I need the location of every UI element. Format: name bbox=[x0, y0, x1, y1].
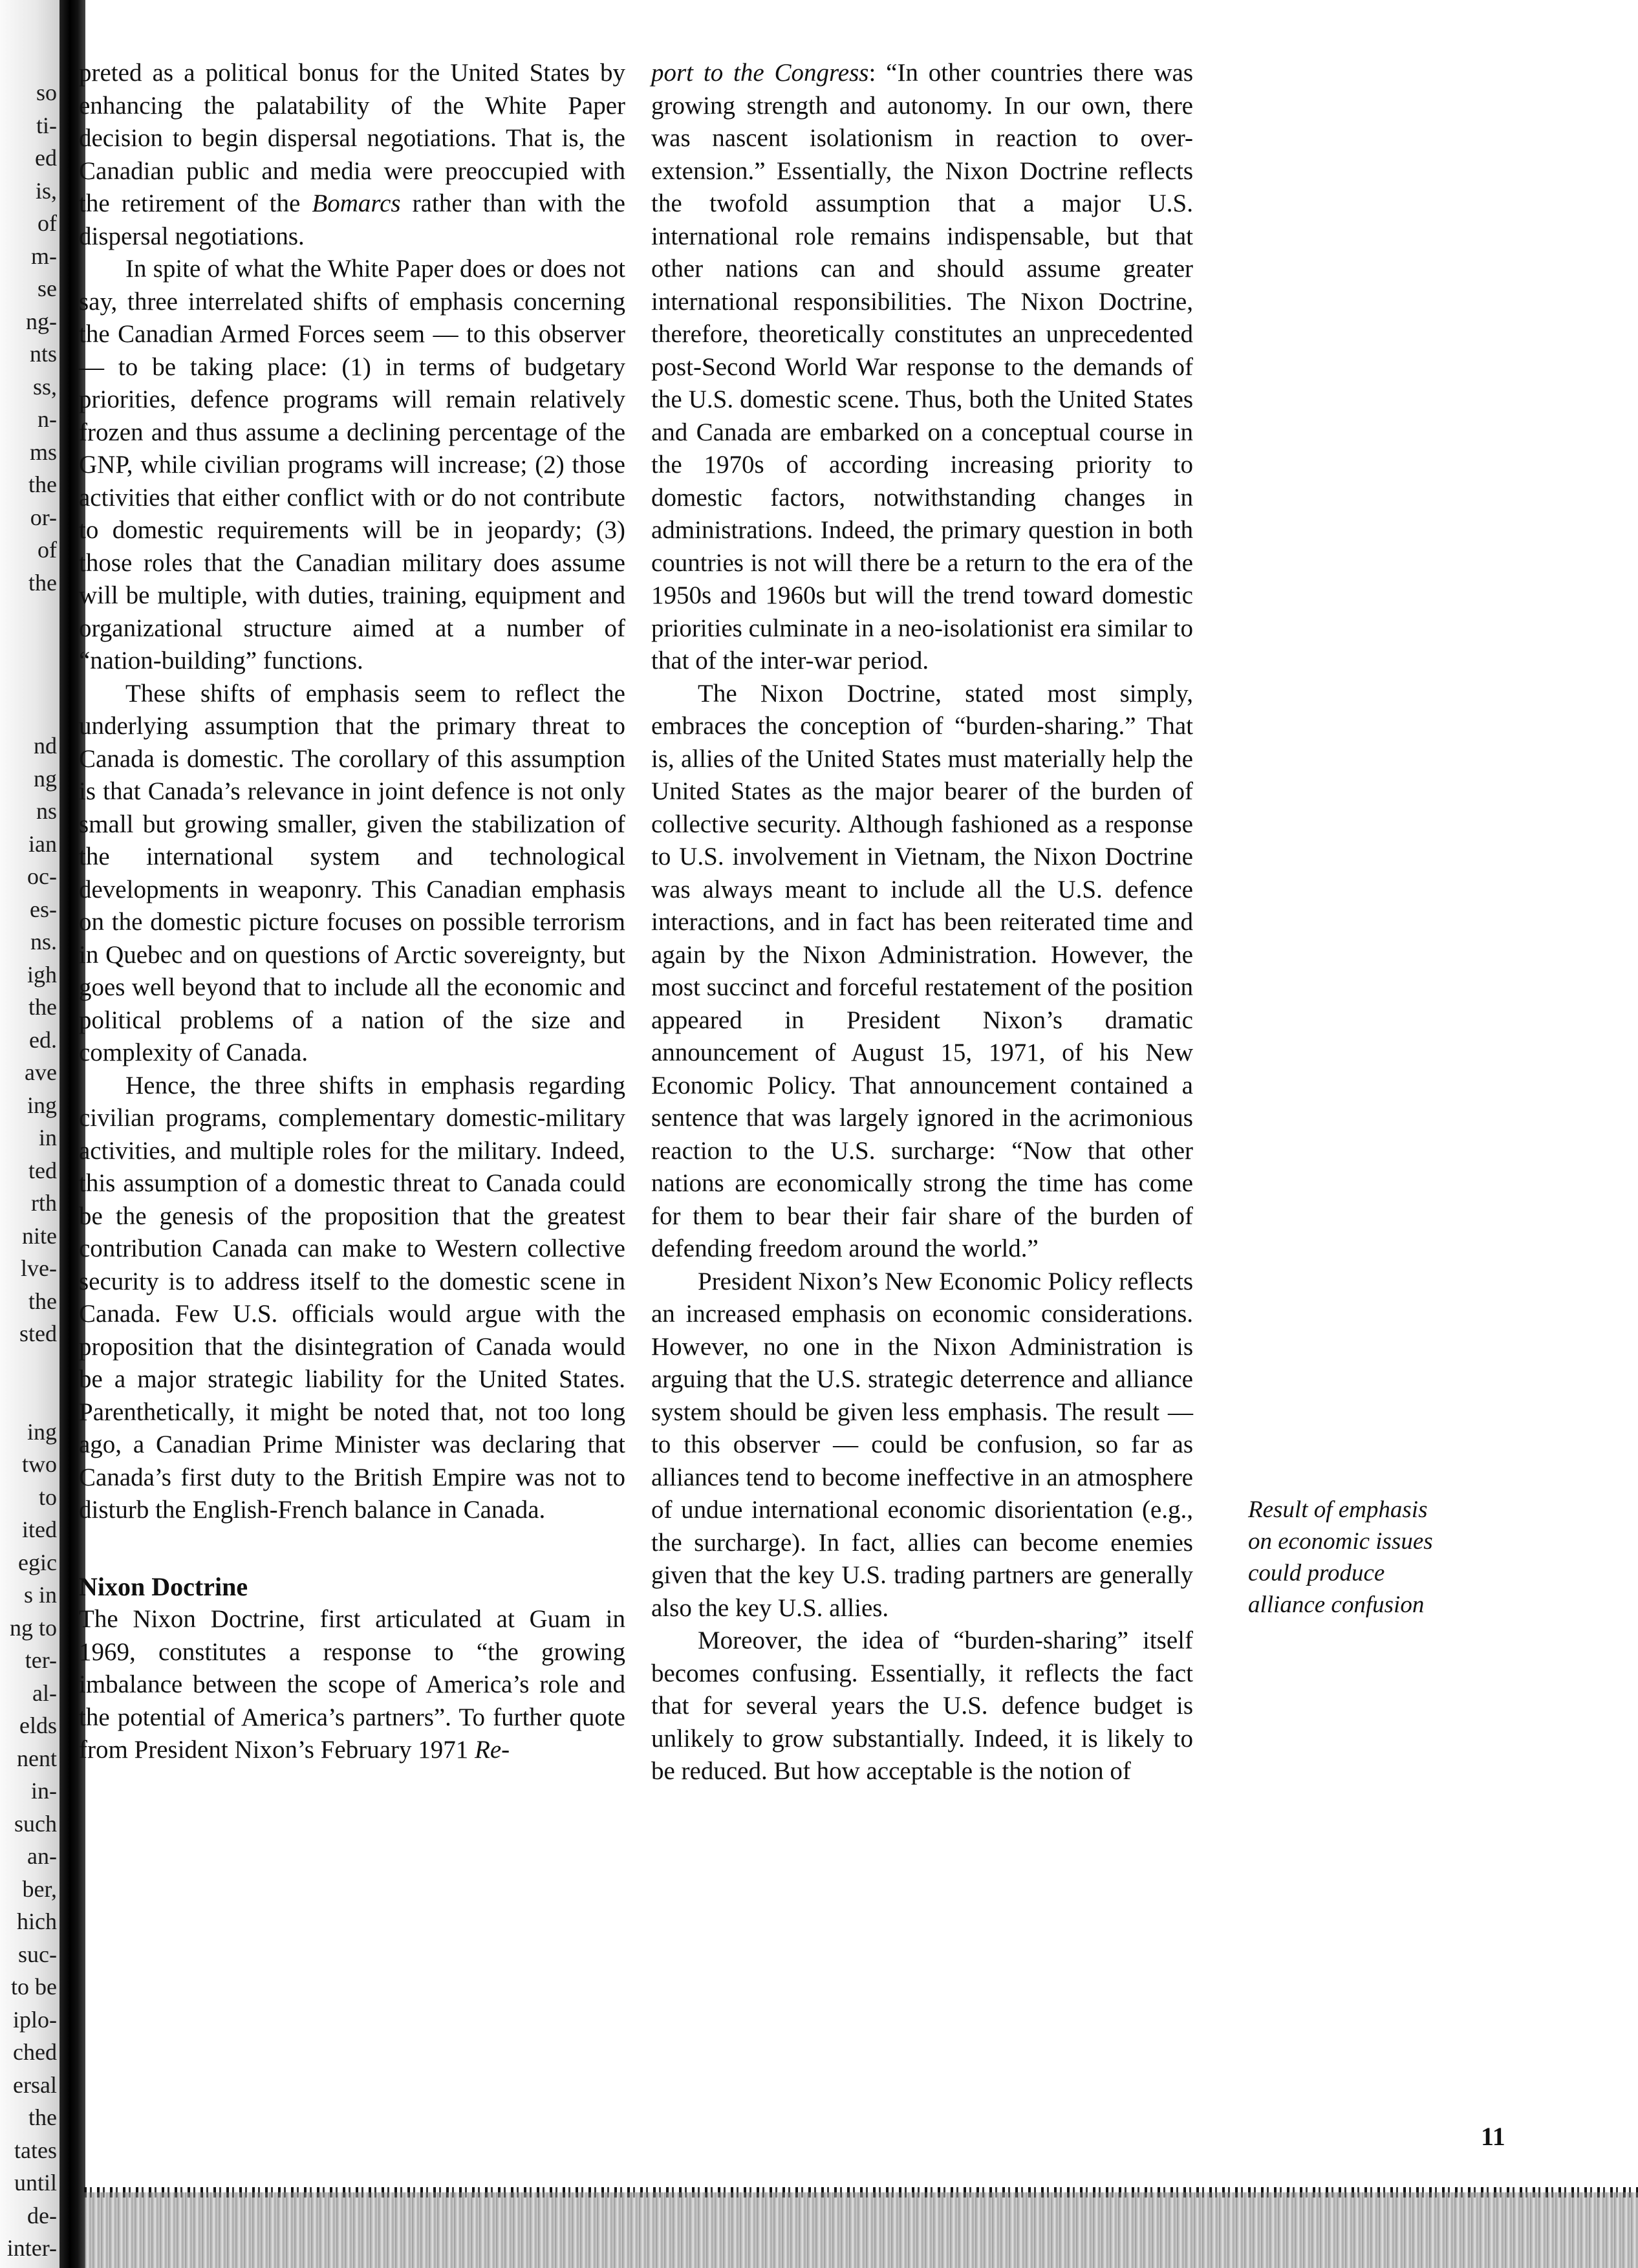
section-heading: Nixon Doctrine bbox=[79, 1571, 248, 1601]
fragment-line: ber, bbox=[22, 1875, 57, 1902]
fragment-line: lve- bbox=[21, 1255, 57, 1281]
fragment-line: ched bbox=[13, 2039, 57, 2065]
fragment-line bbox=[1, 632, 61, 665]
fragment-line: such bbox=[14, 1810, 57, 1837]
paragraph-7: The Nixon Doctrine, stated most simply, embraces the conception of “burden-sharing.” That is, allies of the United States must materially help the United States as the major bearer of the burden of collective security. Although fashioned as a response to U.S. involvement in Vietnam, the Nixon Doctrine was always meant to include all the U.S. defence interactions, and in fact has been reiterated time and again by the Nixon Administration. However, the most succinct and forceful restatement of the position appeared in President Nixon’s dramatic announcement of August 15, 1971, of his New Economic Policy. That announcement contained a sentence that was largely ignored in the acrimonious reaction to the U.S. surcharge: “Now that other nations are economically strong the time has come for them to bear their fair share of the burden of defending freedom around the world.” bbox=[651, 679, 1193, 1262]
paragraph-6-text: : “In other countries there was growing strength and autonomy. In our own, there was nascent isolationism in reaction to over-extension.” Essentially, the Nixon Doctrine reflects the twofold assumption that a major U.S. international role remains indispensable, but that other nations can and should assume greater international responsibilities. The Nixon Doctrine, therefore, theoretically constitutes an unprecedented post-Second World War response to the demands of the U.S. domestic scene. Thus, both the United States and Canada are embarked on a conceptual course in the 1970s of according increasing priority to domestic factors, notwithstanding changes in administrations. Indeed, the primary question in both countries is not will there be a return to the era of the 1950s and 1960s but will the trend toward domestic priorities culminate in a neo-isolationist era similar to that of the inter-war period. bbox=[651, 59, 1193, 675]
fragment-line: nts bbox=[29, 341, 57, 367]
fragment-line: sted bbox=[19, 1321, 57, 1346]
paragraph-6 bbox=[651, 57, 1193, 678]
fragment-line: two bbox=[22, 1451, 57, 1477]
margin-note-line: on economic issues bbox=[1248, 1528, 1433, 1555]
fragment-line: ited bbox=[22, 1517, 57, 1542]
fragment-line: so bbox=[36, 80, 57, 105]
column-1 bbox=[79, 57, 625, 1767]
column-2 bbox=[651, 57, 1193, 1788]
fragment-line bbox=[1, 664, 61, 697]
fragment-line bbox=[1, 599, 61, 632]
italic-word: Re- bbox=[475, 1736, 510, 1764]
fragment-line: of bbox=[38, 537, 57, 563]
fragment-line: nd bbox=[34, 733, 57, 759]
fragment-line: ns bbox=[36, 798, 57, 824]
fragment-line bbox=[1, 697, 61, 730]
fragment-line: iplo- bbox=[13, 2006, 57, 2033]
fragment-line: inter- bbox=[6, 2235, 57, 2261]
fragment-line: the bbox=[28, 994, 57, 1020]
italic-word: Bomarcs bbox=[312, 189, 401, 217]
fragment-line: m- bbox=[31, 243, 57, 269]
fragment-line: of bbox=[38, 210, 57, 236]
fragment-line bbox=[1, 1383, 61, 1416]
fragment-line: ed. bbox=[29, 1026, 57, 1053]
fragment-line: s in bbox=[23, 1582, 57, 1608]
fragment-line: al- bbox=[32, 1679, 57, 1706]
paragraph-8: President Nixon’s New Economic Policy reflects an increased emphasis on economic considerations. However, no one in the Nixon Administration is arguing that the U.S. strategic deterrence and alliance system should be given less emphasis. The result — to this observer — could be confusion, so far as alliances tend to become ineffective in an atmosphere of undue international economic disorientation (e.g., the surcharge). In fact, allies can become enemies given that the key U.S. trading partners are generally also the key U.S. allies. bbox=[651, 1267, 1193, 1622]
fragment-line: ng to bbox=[9, 1614, 57, 1641]
fragment-line: ss, bbox=[32, 373, 57, 400]
fragment-line: the bbox=[28, 2104, 57, 2130]
page-number: 11 bbox=[1481, 2122, 1505, 2151]
fragment-line: ms bbox=[29, 438, 57, 465]
fragment-line: ted bbox=[28, 1157, 57, 1183]
fragment-line: ian bbox=[28, 830, 57, 857]
margin-note-line: could produce bbox=[1248, 1560, 1385, 1586]
fragment-line: se bbox=[38, 275, 57, 301]
fragment-line: to be bbox=[11, 1974, 57, 2000]
fragment-line: in- bbox=[31, 1778, 57, 1804]
fragment-line: ter- bbox=[25, 1647, 57, 1673]
fragment-line: nent bbox=[17, 1745, 57, 1771]
fragment-line: nite bbox=[22, 1222, 57, 1249]
fragment-line: ave bbox=[25, 1059, 57, 1085]
italic-title: port to the Congress bbox=[651, 59, 869, 87]
fragment-line: the bbox=[28, 471, 57, 497]
paragraph-1: preted as a political bonus for the United States by enhancing the palatability of the White Paper decision to begin dispersal negotiations. That is, the Canadian public and media were preoccupied with the retirement of the Bomarcs rather than with the dispersal negotiations. bbox=[79, 59, 625, 250]
paragraph-3: These shifts of emphasis seem to reflect the underlying assumption that the primary threat to Canada is domestic. The corollary of this assumption is that Canada’s relevance in joint defence is not only small but growing smaller, given the stabilization of the international system and technological developments in weaponry. This Canadian emphasis on the domestic picture focuses on possible terrorism in Quebec and on questions of Arctic sovereignty, but goes well beyond that to include all the economic and political problems of a nation of the size and complexity of Canada. bbox=[79, 679, 625, 1066]
margin-note-line: alliance confusion bbox=[1248, 1592, 1425, 1618]
fragment-line: rth bbox=[31, 1190, 57, 1216]
fragment-line: in bbox=[38, 1125, 57, 1150]
fragment-line: ersal bbox=[13, 2071, 57, 2098]
fragment-line: ing bbox=[27, 1092, 57, 1118]
paragraph-4: Hence, the three shifts in emphasis regarding civilian programs, complementary domestic-military activities, and multiple roles for the military. Indeed, this assumption of a domestic threat to Canada could be the genesis of the proposition that the greatest contribution Canada can make to Western collective security is to address itself to the domestic scene in Canada. Few U.S. officials would argue with the proposition that the disintegration of Canada would be a major strategic liability for the United States. Parenthetically, it might be noted that, not too long ago, a Canadian Prime Minister was declaring that Canada’s first duty to the British Empire was not to disturb the English-French balance in Canada. bbox=[79, 1071, 625, 1524]
fragment-line: the bbox=[28, 1288, 57, 1314]
fragment-line: until bbox=[14, 2170, 57, 2196]
fragment-line: ns. bbox=[30, 929, 57, 955]
fragment-line: tates bbox=[14, 2137, 57, 2163]
fragment-line: oc- bbox=[27, 863, 57, 889]
fragment-line: suc- bbox=[18, 1941, 57, 1967]
margin-note bbox=[1248, 1494, 1552, 1621]
fragment-line: to bbox=[38, 1484, 57, 1510]
fragment-line: an- bbox=[27, 1843, 57, 1869]
fragment-line: ing bbox=[27, 1418, 57, 1445]
fragment-line: is, bbox=[35, 177, 57, 204]
fragment-line: ng- bbox=[26, 308, 57, 334]
fragment-line: de- bbox=[27, 2202, 57, 2229]
fragment-line: n- bbox=[38, 406, 57, 432]
scan-edge-noise bbox=[84, 2192, 1638, 2268]
fragment-line: ng bbox=[34, 765, 57, 792]
fragment-line: the bbox=[28, 569, 57, 596]
fragment-line: hich bbox=[17, 1908, 57, 1934]
fragment-line: or- bbox=[30, 504, 57, 530]
paragraph-2: In spite of what the White Paper does or does not say, three interrelated shifts of emphasis concerning the Canadian Armed Forces seem — to this observer — to be taking place: (1) in terms of budgetary priorities, defence programs will remain relatively frozen and thus assume a declining percentage of the GNP, while civilian programs will increase; (2) those activities that either conflict with or do not contribute to domestic requirements will be in jeopardy; (3) those roles that the Canadian military does assume will be multiple, with duties, training, equipment and organizational structure aimed at a number of “nation-building” functions. bbox=[79, 255, 625, 675]
fragment-line: igh bbox=[27, 961, 57, 988]
facing-page-fragments bbox=[1, 76, 61, 2261]
paragraph-5: The Nixon Doctrine, first articulated at Guam in 1969, constitutes a response to “the growing imbalance between the scope of America’s role and the potential of America’s partners”. To further quote from President Nixon’s February 1971 Re- bbox=[79, 1605, 625, 1764]
fragment-line: ed bbox=[35, 145, 57, 171]
fragment-line: ti- bbox=[36, 112, 57, 138]
fragment-line bbox=[1, 1350, 61, 1383]
fragment-line: elds bbox=[19, 1712, 57, 1738]
margin-note-line: Result of emphasis bbox=[1248, 1496, 1428, 1523]
paragraph-9: Moreover, the idea of “burden-sharing” itself becomes confusing. Essentially, it reflects the fact that for several years the U.S. defence budget is unlikely to grow substantially. Indeed, it is likely to be reduced. But how acceptable is the notion of bbox=[651, 1626, 1193, 1785]
fragment-line: es- bbox=[30, 896, 57, 922]
fragment-line: egic bbox=[18, 1549, 57, 1575]
